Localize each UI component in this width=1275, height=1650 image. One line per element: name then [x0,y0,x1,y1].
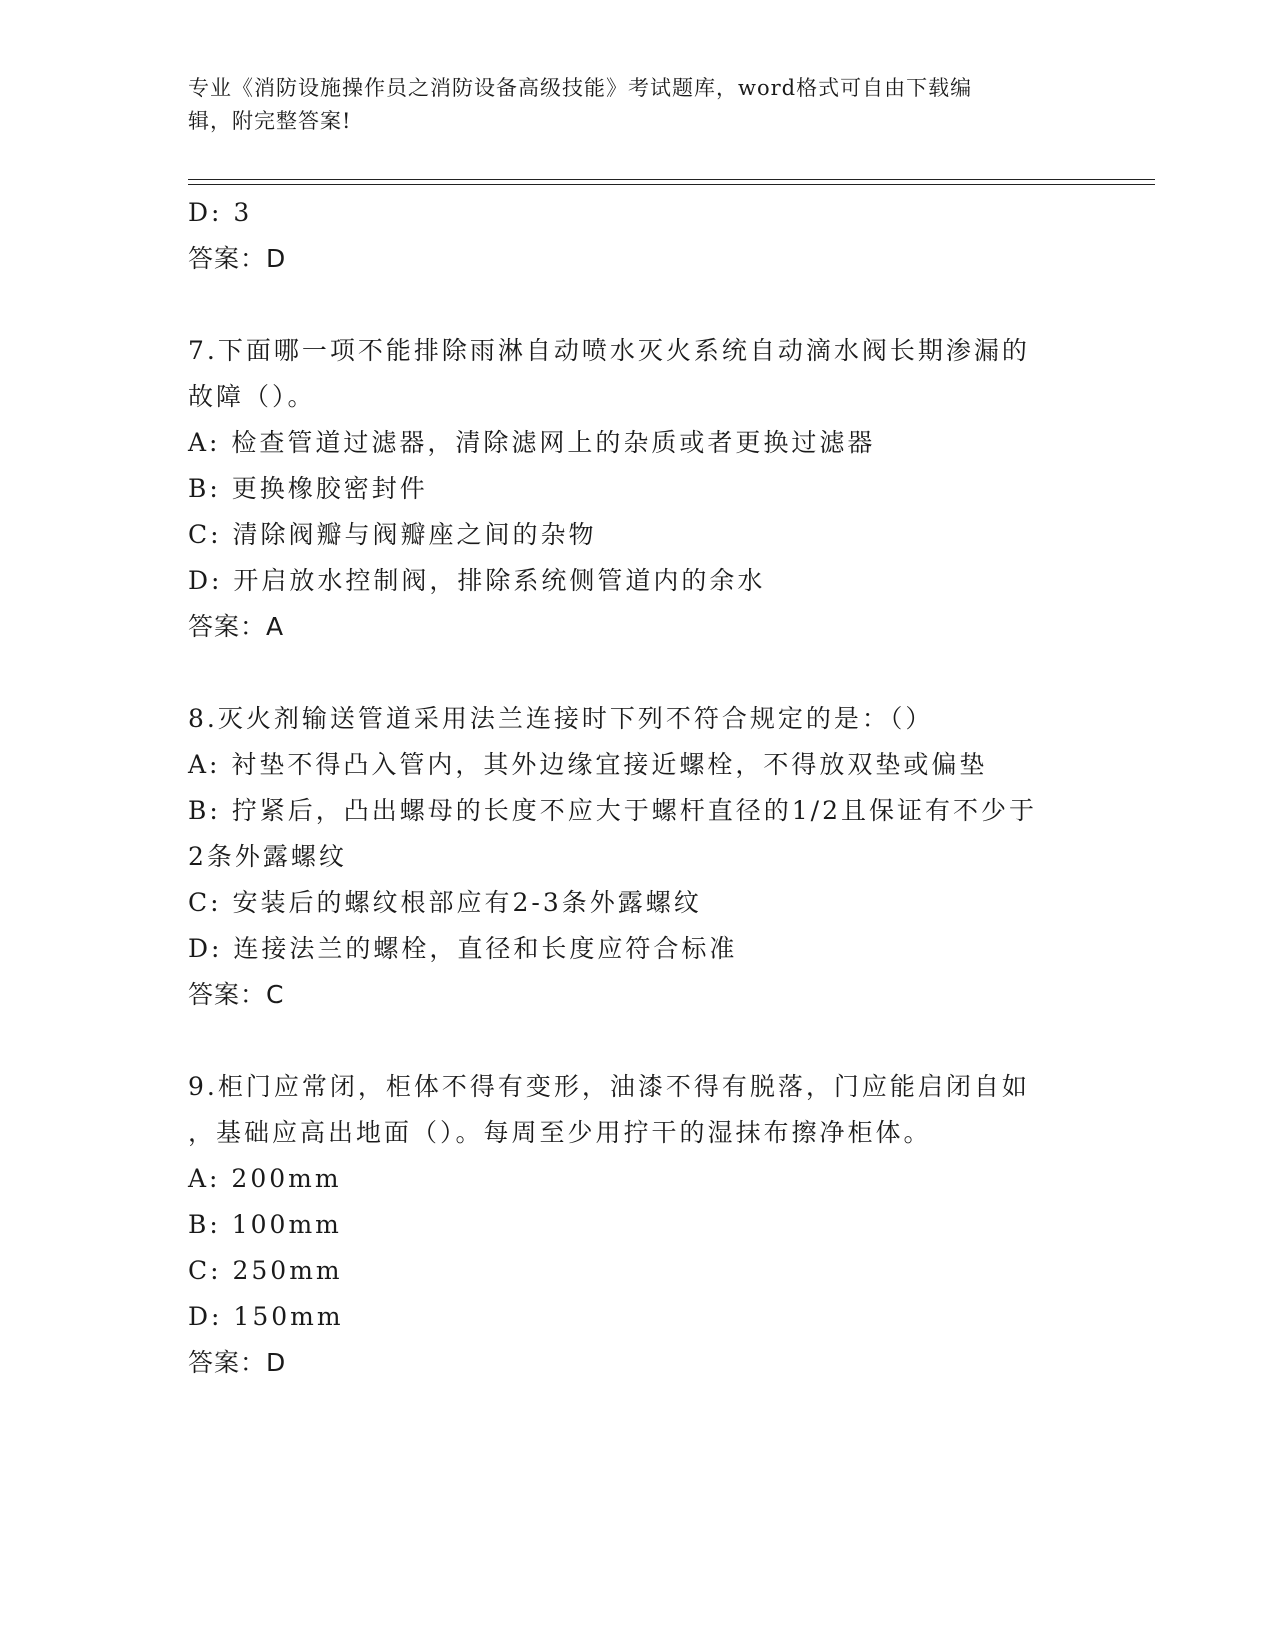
option-b: B: 100mm [188,1210,342,1239]
option-d: D: 连接法兰的螺栓，直径和长度应符合标准 [188,934,738,963]
answer: 答案：D [188,1348,287,1377]
document-header [188,72,1088,138]
header-line-2: 辑，附完整答案! [188,109,352,133]
header-divider-bottom [188,184,1155,185]
answer: 答案：C [188,980,285,1009]
question-list [188,190,1088,1386]
header-line-1: 专业《消防设施操作员之消防设备高级技能》考试题库，word格式可自由下载编 [188,76,973,100]
option-b: B: 拧紧后，凸出螺母的长度不应大于螺杆直径的1/2且保证有不少于 [188,796,1037,825]
option-a: A: 衬垫不得凸入管内，其外边缘宜接近螺栓，不得放双垫或偏垫 [188,750,988,779]
option-d: D: 开启放水控制阀，排除系统侧管道内的余水 [188,566,766,595]
question-9 [188,1064,1088,1386]
question-stem: 故障（）。 [188,382,316,411]
option-a: A: 检查管道过滤器，清除滤网上的杂质或者更换过滤器 [188,428,876,457]
prev-option-d: D: 3 [188,198,253,227]
header-divider-top [188,179,1155,180]
question-8 [188,696,1088,1018]
option-b: B: 更换橡胶密封件 [188,474,428,503]
question-stem: ，基础应高出地面（）。每周至少用拧干的湿抹布擦净柜体。 [188,1118,932,1147]
option-c: C: 250mm [188,1256,343,1285]
question-7 [188,328,1088,650]
answer: 答案：A [188,612,285,641]
question-stem: 7.下面哪一项不能排除雨淋自动喷水灭火系统自动滴水阀长期渗漏的 [188,336,1030,365]
option-b-continued: 2条外露螺纹 [188,842,347,871]
question-stem: 9.柜门应常闭，柜体不得有变形，油漆不得有脱落，门应能启闭自如 [188,1072,1030,1101]
option-d: D: 150mm [188,1302,344,1331]
question-stem: 8.灭火剂输送管道采用法兰连接时下列不符合规定的是：（） [188,704,934,733]
option-a: A: 200mm [188,1164,342,1193]
option-c: C: 清除阀瓣与阀瓣座之间的杂物 [188,520,597,549]
prev-answer: 答案：D [188,244,287,273]
option-c: C: 安装后的螺纹根部应有2-3条外露螺纹 [188,888,702,917]
